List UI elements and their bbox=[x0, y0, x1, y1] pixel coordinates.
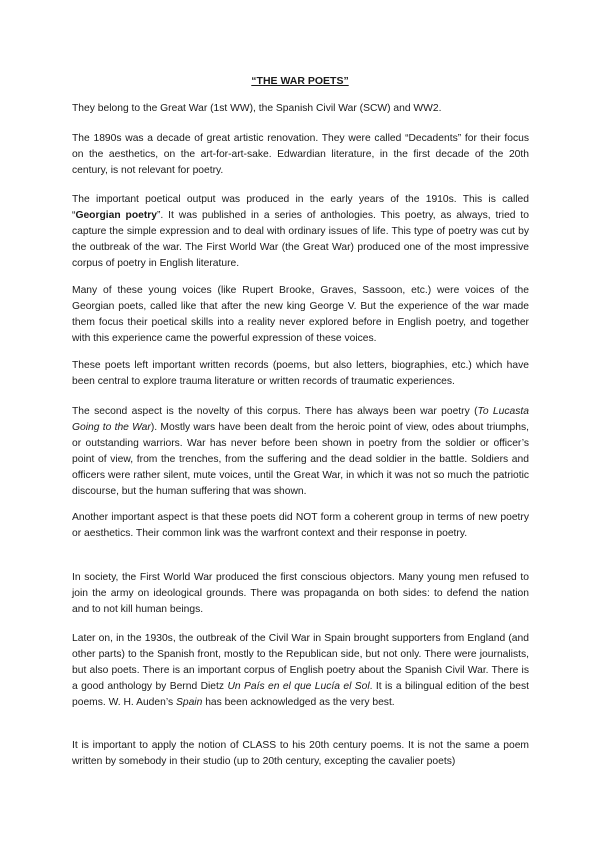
paragraph-3-text-b: ”. It was published in a series of anthologies. This poetry, as always, tried to capture the simple expression and to deal with ordinary issues of life. This type of poetry was cut by the outbreak of the war. The First World War (the Great War) produced one of the most impressive corpus of poetry in English literature. bbox=[72, 210, 530, 269]
paragraph-7: Another important aspect is that these poets did NOT form a coherent group in terms of new poetry or aesthetics. Their common link was the warfront context and their response in poetry. bbox=[72, 512, 529, 539]
lucasta-title: To Lucasta Going to the War bbox=[72, 406, 529, 433]
paragraph-8: In society, the First World War produced the first conscious objectors. Many young men refused to join the army on ideological grounds. There was propaganda on both sides: to defend the nation and to not kill human beings. bbox=[72, 572, 529, 615]
paragraph-9-text-b: . It is a bilingual edition of the best poems. W. H. Auden’s bbox=[72, 681, 529, 708]
paragraph-9 bbox=[72, 631, 529, 711]
paragraph-3-text-a: The important poetical output was produced in the early years of the 1910s. This is called “ bbox=[72, 194, 529, 221]
spain-poem-title: Spain bbox=[175, 697, 203, 708]
paragraph-9-text-a: Later on, in the 1930s, the outbreak of the Civil War in Spain brought supporters from England (and other parts) to the Spanish front, mostly to the Republican side, but not only. There were journalists, but also poets. There is an important corpus of English poetry about the Spanish Civil War. There is a good anthology by Bernd Dietz bbox=[72, 633, 529, 692]
paragraph-2: The 1890s was a decade of great artistic renovation. They were called “Decadents” for their focus on the aesthetics, on the art-for-art-sake. Edwardian literature, in the first decade of the 20th century, is not relevant for poetry. bbox=[72, 133, 529, 176]
paragraph-6-text-b: ). Mostly wars have been dealt from the heroic point of view, odes about triumphs, or outstanding warriors. War has never before been shown in poetry from the soldier or officer’s point of view, from the trenches, from the suffering and the dead soldier in the battle. Soldiers and officers were rather silent, mute voices, until the Great War, in which it was not so much the patriotic discourse, but the human suffering that was shown. bbox=[72, 422, 529, 497]
paragraph-6 bbox=[72, 404, 529, 500]
paragraph-9-text-c: has been acknowledged as the very best. bbox=[202, 697, 395, 708]
paragraph-6-text-a: The second aspect is the novelty of this corpus. There has always been war poetry ( bbox=[72, 406, 478, 417]
anthology-title: Un País en el que Lucía el Sol bbox=[227, 681, 370, 692]
paragraph-5: These poets left important written records (poems, but also letters, biographies, etc.) which have been central to explore trauma literature or written records of traumatic experiences. bbox=[72, 360, 529, 387]
document-title: “THE WAR POETS” bbox=[251, 75, 349, 87]
paragraph-4: Many of these young voices (like Rupert Brooke, Graves, Sassoon, etc.) were voices of the Georgian poets, called like that after the new king George V. But the experience of the war made them focus their poetical skills into a reality never explored before in English poetry, and together with this experience came the powerful expression of these voices. bbox=[72, 285, 529, 344]
paragraph-10: It is important to apply the notion of CLASS to his 20th century poems. It is not the same a poem written by somebody in their studio (up to 20th century, excepting the cavalier poets) bbox=[72, 740, 529, 767]
paragraph-3 bbox=[72, 192, 529, 272]
georgian-poetry-term: Georgian poetry bbox=[75, 210, 157, 221]
paragraph-1: They belong to the Great War (1st WW), the Spanish Civil War (SCW) and WW2. bbox=[72, 103, 442, 114]
